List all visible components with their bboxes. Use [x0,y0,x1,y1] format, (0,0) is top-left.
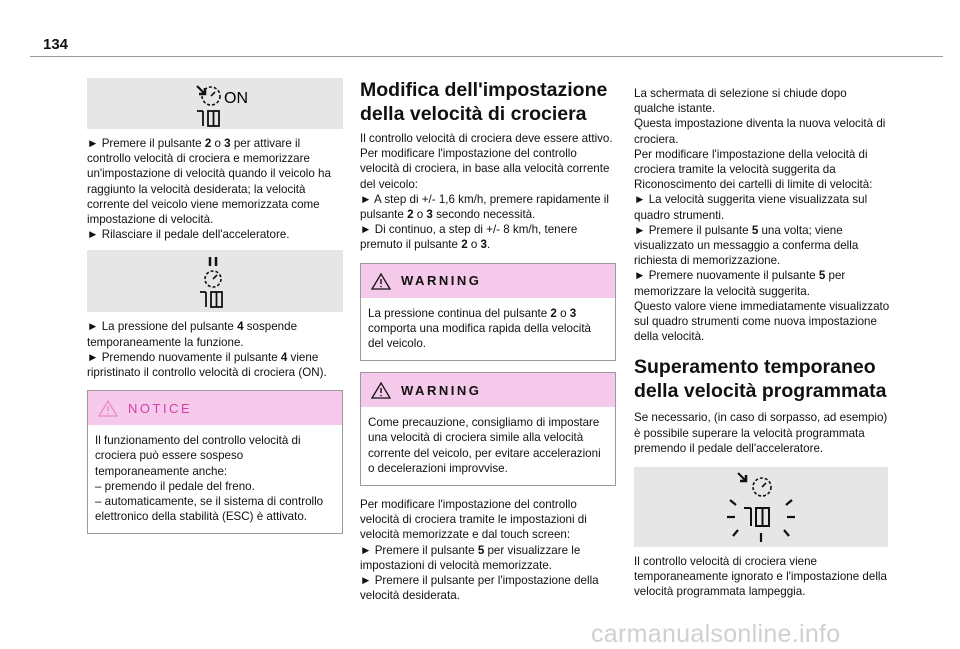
paragraph: ► Premere il pulsante 5 per visualizzare le impostazioni di velocità memorizzate. [360,543,581,572]
paragraph: ► A step di +/- 1,6 km/h, premere rapidamente il pulsante 2 o 3 secondo necessità. [360,192,609,222]
notice-body [88,425,342,533]
notice-header [88,391,342,425]
column-2 [360,78,616,603]
speedometer-on-icon [87,78,343,129]
paragraph: ► Di continuo, a step di +/- 8 km/h, tenere premuto il pulsante 2 o 3. [360,223,578,252]
svg-text:ON: ON [224,90,248,107]
paragraph: ► Premere il pulsante 5 una volta; viene visualizzato un messaggio a conferma della richiesta di memorizzazione. [634,223,859,268]
paragraph: Per modificare l'impostazione della velocità di crociera tramite la velocità suggerita da Riconoscimento dei cartelli di limite di velocità: [634,147,873,192]
warning-title: WARNING [401,273,482,289]
paragraph: Questo valore viene immediatamente visualizzato sul quadro strumenti come nuova impostazione della velocità. [634,299,890,344]
paragraph: ► La velocità suggerita viene visualizzata sul quadro strumenti. [634,193,868,222]
paragraph: ► La pressione del pulsante 4 sospende temporaneamente la funzione. [87,320,298,349]
cruise-override-illustration [634,467,888,547]
warning-text: Come precauzione, consigliamo di impostare una velocità di crociera simile alla velocità corrente del veicolo, per evitare accelerazioni o decelerazioni improvvise. [368,416,601,475]
cruise-pause-illustration [87,250,343,312]
paragraph: Se necessario, (in caso di sorpasso, ad esempio) è possibile superare la velocità programmata premendo il pedale dell'acceleratore. [634,411,888,455]
notice-item: – premendo il pedale del freno. [95,479,255,493]
notice-text: Il funzionamento del controllo velocità di crociera può essere sospeso temporaneamente anche: [95,434,301,478]
warning-triangle-icon [371,272,391,290]
notice-title: NOTICE [128,400,193,416]
speedometer-pause-icon [87,250,343,312]
warning-title: WARNING [401,382,482,398]
notice-item: – automaticamente, se il sistema di controllo elettronico della stabilità (ESC) è attivato. [95,495,324,524]
paragraph: Il controllo velocità di crociera viene temporaneamente ignorato e l'impostazione della velocità programmata lampeggia. [634,555,887,599]
warning-body [361,298,615,361]
warning-header [361,373,615,407]
section-heading: Superamento temporaneo della velocità programmata [634,356,887,403]
column-3 [634,86,890,600]
paragraph: ► Premere nuovamente il pulsante 5 per memorizzare la velocità suggerita. [634,269,846,298]
page-number: 134 [43,36,69,53]
watermark: carmanualsonline.info [591,620,841,648]
cruise-on-illustration [87,78,343,129]
warning-box [360,263,616,362]
column-1 [87,78,343,534]
paragraph: Per modificare l'impostazione del controllo velocità di crociera, in base alla velocità corrente del veicolo: [360,147,610,191]
paragraph: ► Premendo nuovamente il pulsante 4 viene ripristinato il controllo velocità di crociera (ON). [87,350,327,380]
paragraph: ► Premere il pulsante per l'impostazione della velocità desiderata. [360,574,599,603]
paragraph: ► Premere il pulsante 2 o 3 per attivare il controllo velocità di crociera e memorizzare un'impostazione di velocità quando il veicolo ha raggiunto la velocità desiderata; la velocità corrente del veicolo viene memorizzata come impostazione di velocità. [87,137,331,227]
paragraph: ► Rilasciare il pedale dell'acceleratore. [87,228,290,242]
warning-text: La pressione continua del pulsante 2 o 3 comporta una modifica rapida della velocità del veicolo. [368,306,591,351]
paragraph: Il controllo velocità di crociera deve essere attivo. [360,132,613,145]
section-heading: Modifica dell'impostazione della velocità di crociera [360,79,608,125]
speedometer-flashing-icon [634,467,888,547]
warning-box [360,372,616,486]
warning-header [361,264,615,298]
warning-body [361,407,615,485]
header-rule [30,56,943,57]
paragraph: La schermata di selezione si chiude dopo qualche istante. [634,87,847,116]
paragraph: Questa impostazione diventa la nuova velocità di crociera. [634,117,886,146]
paragraph: Per modificare l'impostazione del controllo velocità di crociera tramite le impostazioni di velocità memorizzate e dal touch screen: [360,498,587,542]
warning-triangle-icon [371,381,391,399]
notice-box [87,390,343,534]
warning-triangle-icon [98,399,118,417]
